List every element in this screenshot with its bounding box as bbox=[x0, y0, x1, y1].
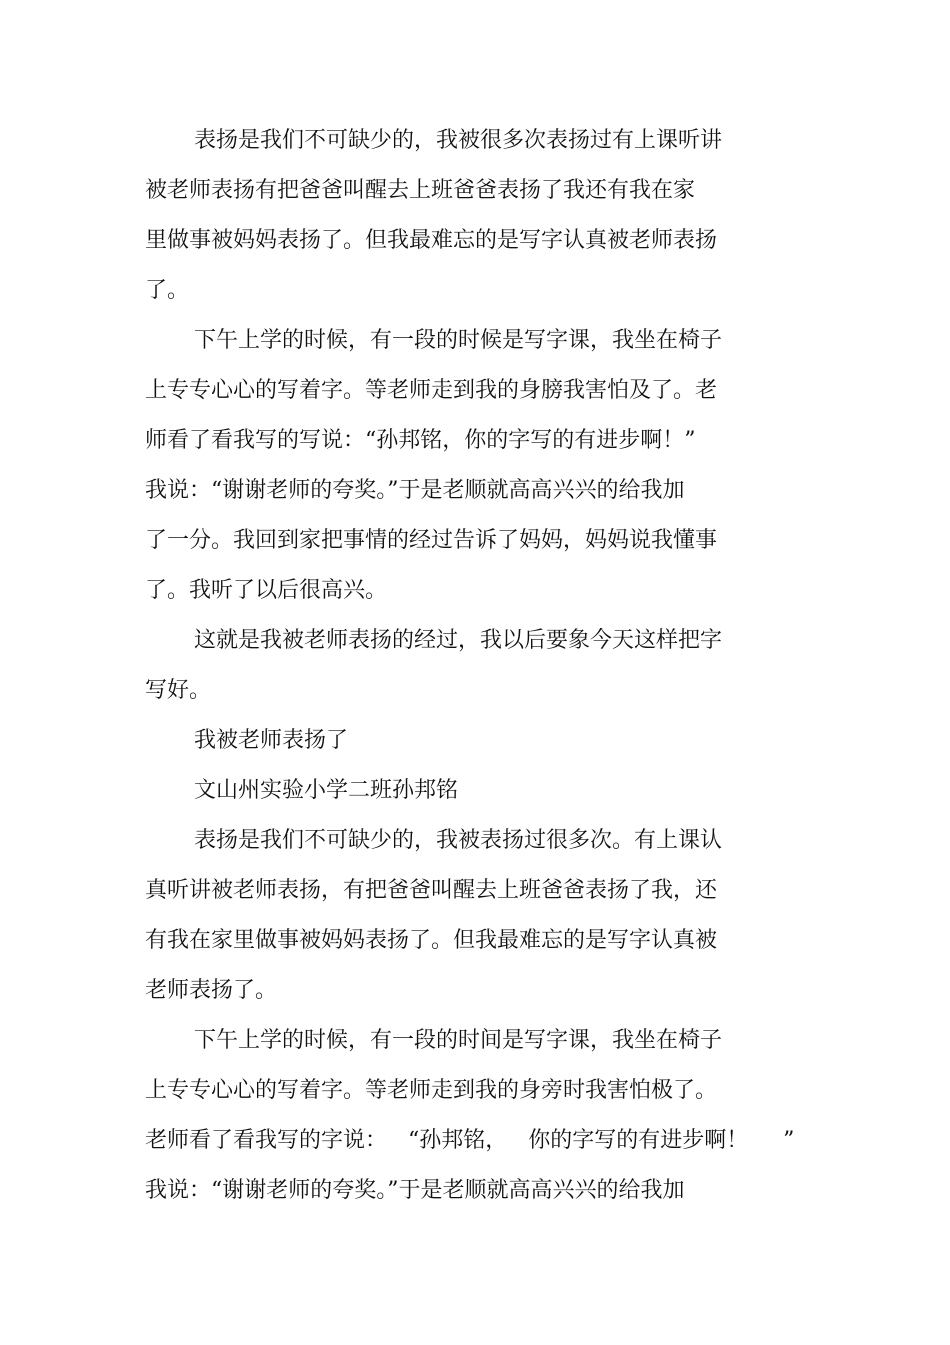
paragraph-line: 表扬是我们不可缺少的，我被很多次表扬过有上课听讲 bbox=[194, 128, 723, 153]
paragraph-line: 有我在家里做事被妈妈表扬了。但我最难忘的是写字认真被 bbox=[145, 928, 718, 953]
paragraph-line: 师看了看我写的写说：“孙邦铭，你的字写的有进步啊！” bbox=[145, 428, 696, 453]
paragraph-line: 了。我听了以后很高兴。 bbox=[145, 578, 388, 603]
paragraph-line: 下午上学的时候，有一段的时候是写字课，我坐在椅子 bbox=[194, 328, 723, 353]
document-body bbox=[145, 116, 825, 1216]
paragraph-line: 老师表扬了。 bbox=[145, 978, 278, 1003]
author-line: 文山州实验小学二班孙邦铭 bbox=[194, 778, 459, 803]
paragraph-line: 上专专心心的写着字。等老师走到我的身膀我害怕及了。老 bbox=[145, 378, 718, 403]
paragraph-line: 我说：“谢谢老师的夸奖。”于是老顺就高高兴兴的给我加 bbox=[145, 478, 685, 503]
paragraph-line: 我说：“谢谢老师的夸奖。”于是老顺就高高兴兴的给我加 bbox=[145, 1178, 685, 1203]
paragraph-line: 上专专心心的写着字。等老师走到我的身旁时我害怕极了。 bbox=[145, 1078, 718, 1103]
paragraph-line: 表扬是我们不可缺少的，我被表扬过很多次。有上课认 bbox=[194, 828, 723, 853]
paragraph-line: 老师看了看我写的字说： “孙邦铭， 你的字写的有进步啊！ ” bbox=[145, 1128, 795, 1153]
paragraph-line: 了。 bbox=[145, 278, 190, 303]
paragraph-line: 下午上学的时候，有一段的时间是写字课，我坐在椅子 bbox=[194, 1028, 723, 1053]
paragraph-line: 这就是我被老师表扬的经过，我以后要象今天这样把字 bbox=[194, 628, 723, 653]
paragraph-line: 真听讲被老师表扬，有把爸爸叫醒去上班爸爸表扬了我，还 bbox=[145, 878, 718, 903]
paragraph-line: 了一分。我回到家把事情的经过告诉了妈妈，妈妈说我懂事 bbox=[145, 528, 718, 553]
paragraph-line: 写好。 bbox=[145, 678, 212, 703]
essay-title: 我被老师表扬了 bbox=[194, 728, 349, 753]
paragraph-line: 里做事被妈妈表扬了。但我最难忘的是写字认真被老师表扬 bbox=[145, 228, 718, 253]
paragraph-line: 被老师表扬有把爸爸叫醒去上班爸爸表扬了我还有我在家 bbox=[145, 178, 696, 203]
